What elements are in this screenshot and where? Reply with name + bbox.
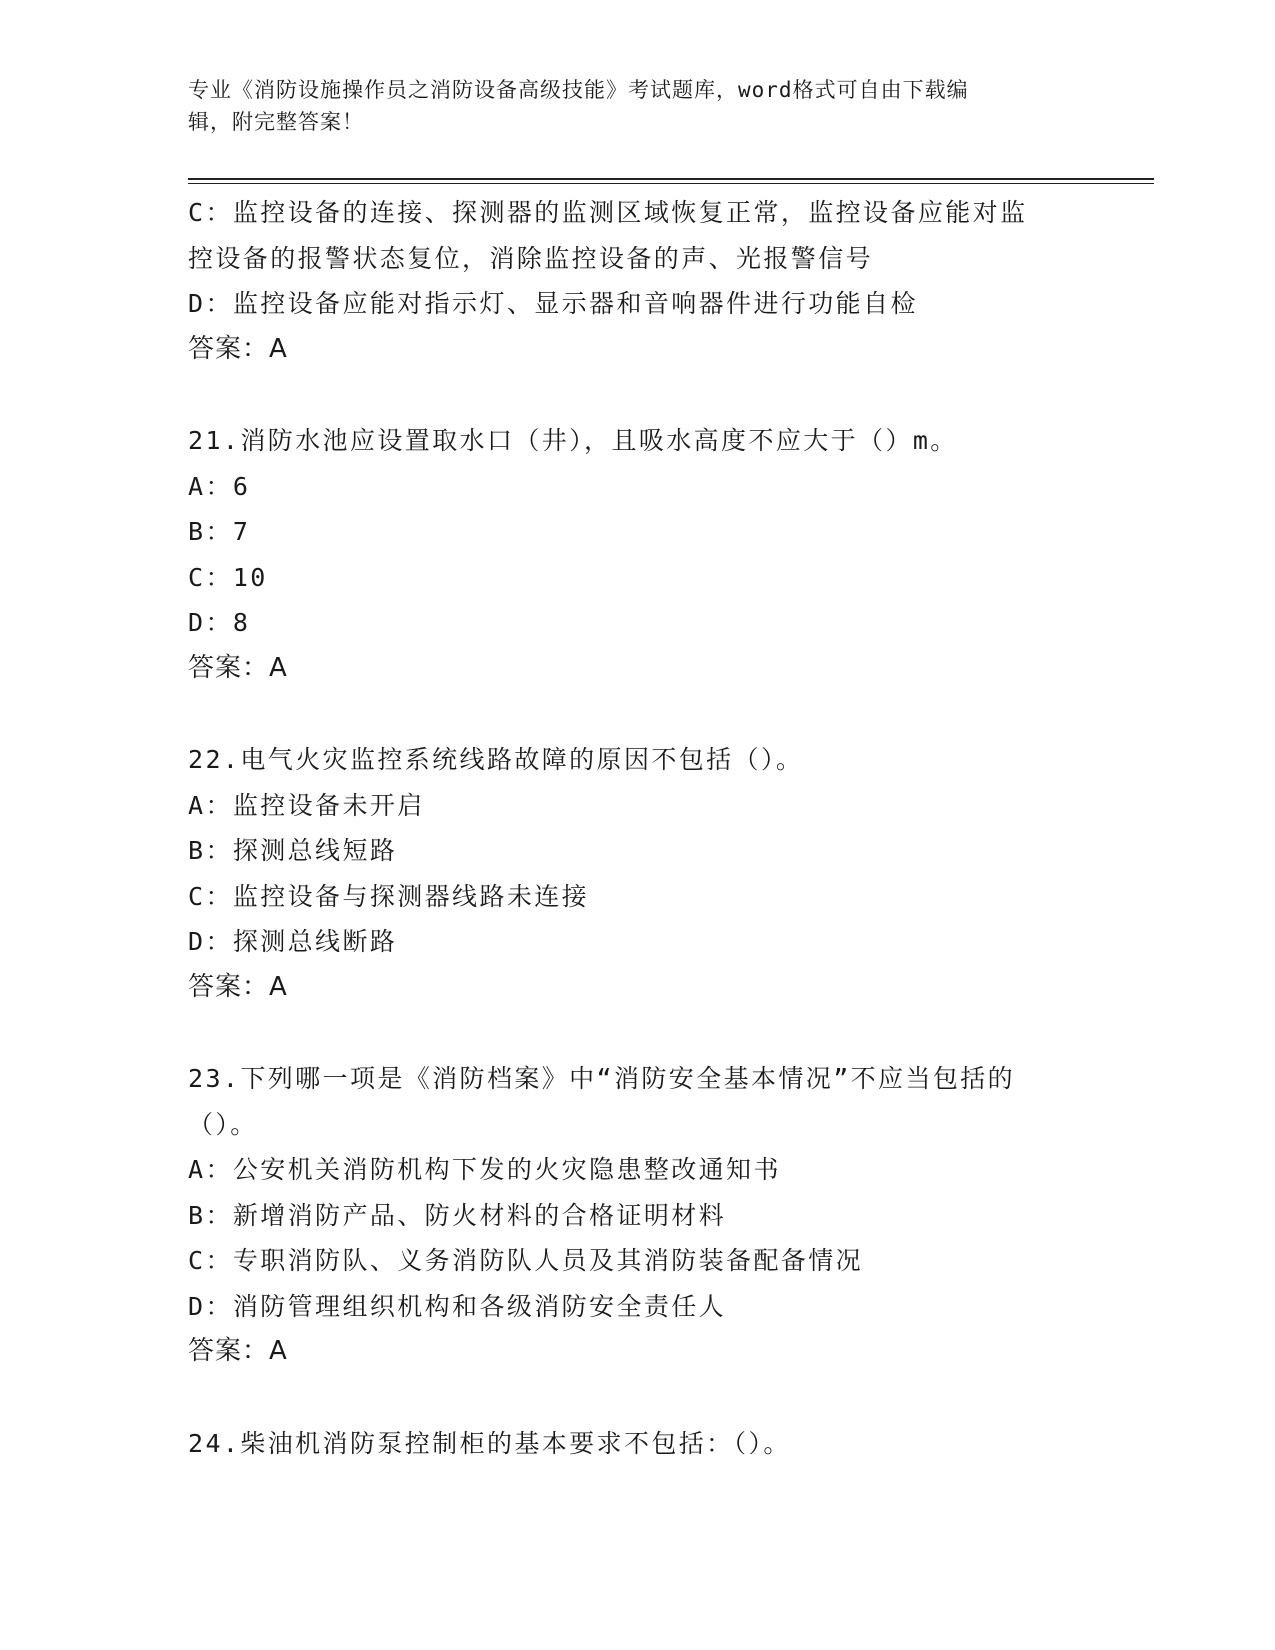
option-d: D：消防管理组织机构和各级消防安全责任人 (188, 1291, 727, 1321)
question-stem-line-1: 23.下列哪一项是《消防档案》中“消防安全基本情况”不应当包括的 (188, 1064, 1016, 1093)
question-23 (188, 1056, 1088, 1375)
question-22 (188, 737, 1088, 1010)
question-spacer (188, 1010, 1088, 1056)
question-stem: 22.电气火灾监控系统线路故障的原因不包括（）。 (188, 745, 804, 774)
option-c-line-2: 控设备的报警状态复位，消除监控设备的声、光报警信号 (188, 243, 874, 273)
option-c: C：监控设备与探测器线路未连接 (188, 881, 590, 911)
header-line-2: 辑，附完整答案！ (188, 110, 364, 134)
option-b: B：新增消防产品、防火材料的合格证明材料 (188, 1200, 727, 1230)
question-spacer (188, 372, 1088, 418)
question-stem: 21.消防水池应设置取水口（井），且吸水高度不应大于（）m。 (188, 426, 958, 455)
question-stem: 24.柴油机消防泵控制柜的基本要求不包括：（）。 (188, 1428, 791, 1458)
option-a: A：6 (188, 471, 251, 501)
option-c: C：10 (188, 562, 268, 592)
question-stem-line-2: （）。 (188, 1109, 258, 1139)
question-24 (188, 1421, 1088, 1467)
option-d: D：8 (188, 608, 251, 637)
option-b: B：7 (188, 517, 251, 546)
option-a: A：公安机关消防机构下发的火灾隐患整改通知书 (188, 1155, 781, 1184)
answer: 答案：A (188, 333, 288, 364)
question-21 (188, 418, 1088, 691)
question-20-continued (188, 190, 1088, 372)
option-d: D：监控设备应能对指示灯、显示器和音响器件进行功能自检 (188, 289, 918, 318)
document-header (188, 74, 1078, 138)
answer: 答案：A (188, 971, 288, 1002)
option-b: B：探测总线短路 (188, 836, 398, 865)
header-divider-thick (188, 178, 1154, 180)
option-a: A：监控设备未开启 (188, 790, 425, 820)
header-divider-thin (188, 183, 1154, 184)
header-line-1: 专业《消防设施操作员之消防设备高级技能》考试题库，word格式可自由下载编 (188, 78, 969, 102)
option-c: C：专职消防队、义务消防队人员及其消防装备配备情况 (188, 1246, 864, 1275)
question-spacer (188, 691, 1088, 737)
option-d: D：探测总线断路 (188, 927, 398, 956)
answer: 答案：A (188, 652, 288, 683)
question-list (188, 190, 1088, 1466)
answer: 答案：A (188, 1336, 288, 1366)
question-spacer (188, 1375, 1088, 1421)
option-c-line-1: C：监控设备的连接、探测器的监测区域恢复正常，监控设备应能对监 (188, 198, 1028, 227)
